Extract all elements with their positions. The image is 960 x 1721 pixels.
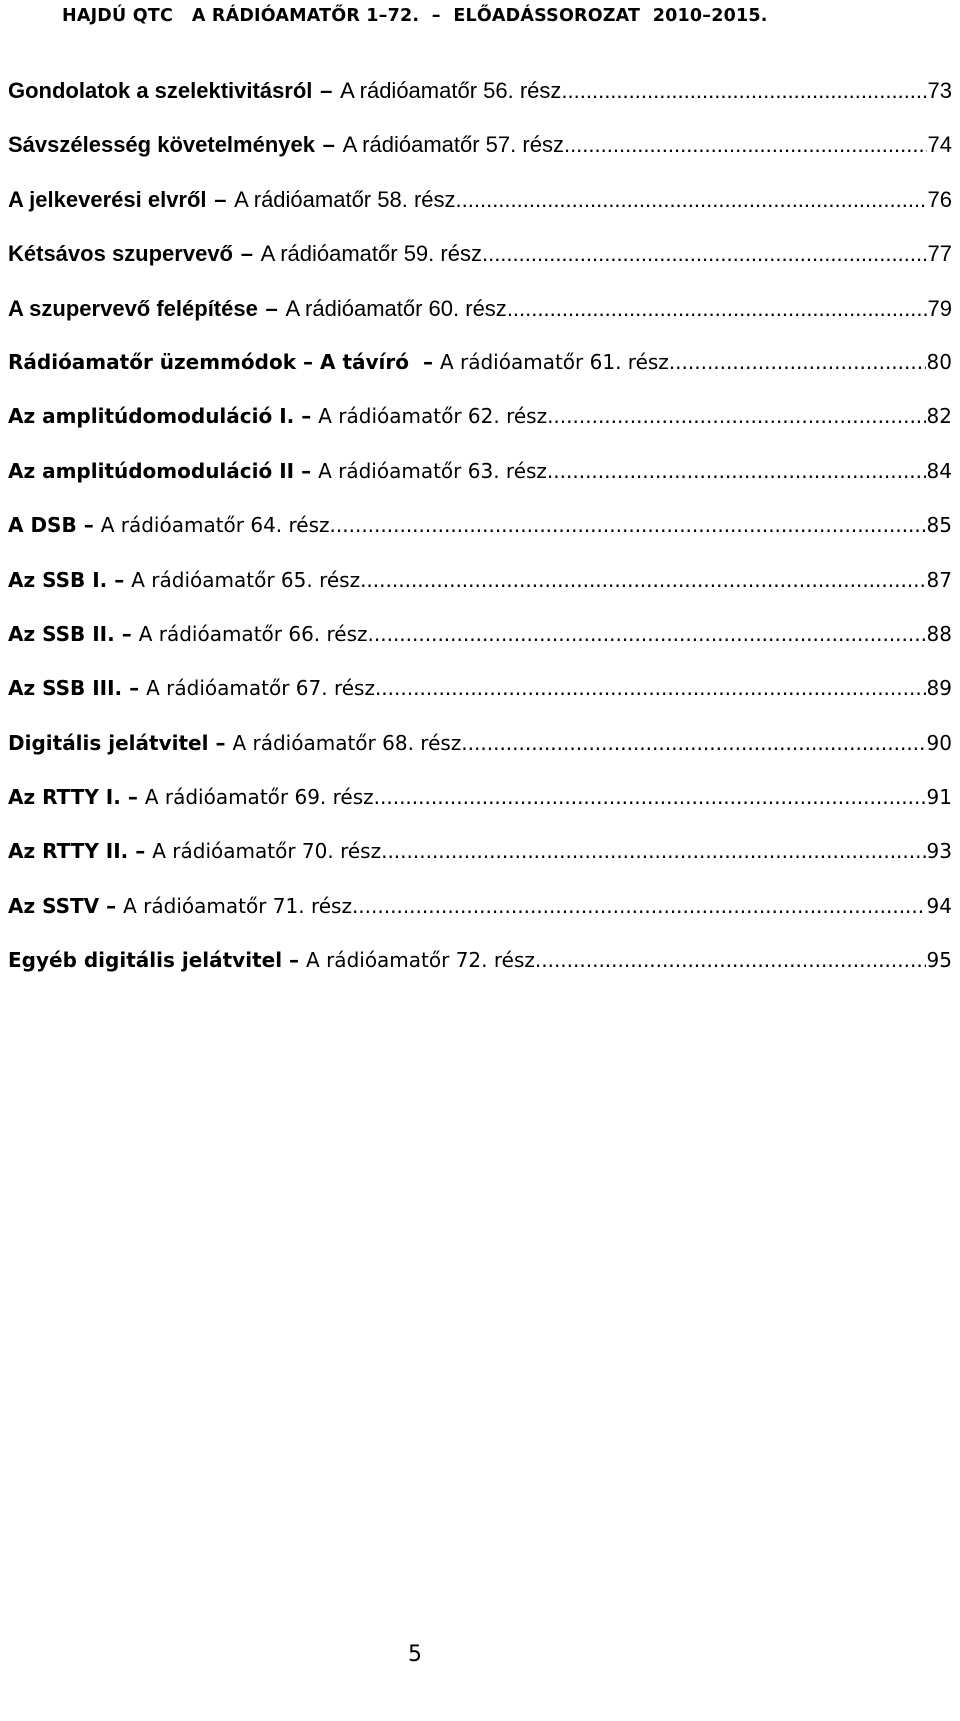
toc-entry-series: A rádióamatőr 62. rész: [318, 404, 548, 429]
toc-entry-page: 77: [927, 241, 952, 267]
toc-entry-title: A DSB: [8, 513, 77, 538]
toc-entry-page: 94: [926, 893, 952, 918]
toc-entry-series: A rádióamatőr 67. rész: [146, 676, 375, 701]
page-number: 5: [408, 1642, 422, 1667]
toc-entry-page: 85: [926, 513, 952, 538]
toc-entry-series: A rádióamatőr 65. rész: [131, 567, 361, 592]
toc-dot-leader: [375, 676, 926, 700]
toc-entry-series: A rádióamatőr 59. rész: [260, 241, 482, 267]
toc-entry[interactable]: [8, 731, 952, 785]
toc-entry-title: Az amplitúdomoduláció I.: [8, 404, 295, 429]
toc-entry-page: 90: [926, 730, 952, 755]
toc-entry-title: A jelkeverési elvről: [8, 186, 207, 212]
toc-entry-title: Az SSB II.: [8, 621, 115, 646]
toc-entry[interactable]: [8, 350, 952, 404]
toc-entry-title: Az RTTY II.: [8, 839, 129, 864]
toc-entry-dash: –: [114, 567, 125, 592]
toc-dot-leader: [352, 894, 926, 918]
toc-entry-dash: –: [322, 132, 335, 158]
toc-entry[interactable]: [8, 948, 952, 1002]
toc-entry-dash: –: [289, 948, 300, 973]
toc-entry-title: Az SSB I.: [8, 567, 108, 592]
toc-entry-page: 95: [926, 948, 952, 973]
toc-entry[interactable]: [8, 459, 952, 513]
toc-dot-leader: [547, 459, 926, 483]
toc-entry-title: Az SSB III.: [8, 676, 123, 701]
toc-entry-series: A rádióamatőr 66. rész: [138, 621, 368, 646]
toc-entry-dash: –: [129, 676, 140, 701]
toc-entry-dash: –: [106, 893, 117, 918]
toc-dot-leader: [535, 948, 926, 972]
toc-entry-series: A rádióamatőr 72. rész: [306, 948, 535, 973]
toc-dot-leader: [456, 187, 927, 213]
page-header: HAJDÚ QTC A RÁDIÓAMATŐR 1–72. – ELŐADÁSSOROZAT 2010–2015.: [62, 6, 768, 26]
toc-entry-page: 80: [926, 349, 952, 374]
toc-dot-leader: [368, 622, 926, 646]
toc-entry-series: A rádióamatőr 68. rész: [232, 730, 462, 755]
toc-entry[interactable]: [8, 78, 952, 132]
toc-dot-leader: [360, 568, 925, 592]
toc-entry-title: Az SSTV: [8, 893, 100, 918]
table-of-contents: [8, 78, 952, 1003]
toc-entry[interactable]: [8, 676, 952, 730]
toc-entry-dash: –: [215, 730, 226, 755]
toc-dot-leader: [330, 513, 926, 537]
toc-entry-series: A rádióamatőr 64. rész: [100, 513, 330, 538]
toc-dot-leader: [374, 785, 926, 809]
toc-entry-title: Digitális jelátvitel: [8, 730, 209, 755]
toc-entry[interactable]: [8, 785, 952, 839]
toc-entry-title: Az RTTY I.: [8, 785, 121, 810]
toc-entry-dash: –: [127, 785, 138, 810]
toc-entry-series: A rádióamatőr 56. rész: [340, 78, 562, 103]
toc-dot-leader: [482, 241, 927, 267]
toc-entry-page: 87: [926, 567, 952, 592]
toc-entry-series: A rádióamatőr 60. rész: [285, 295, 507, 321]
toc-entry-title: Az amplitúdomoduláció II: [8, 458, 295, 483]
toc-entry[interactable]: [8, 404, 952, 458]
toc-entry-dash: –: [320, 78, 333, 103]
toc-entry-series: A rádióamatőr 71. rész: [123, 893, 352, 918]
toc-dot-leader: [381, 839, 925, 863]
toc-entry-page: 79: [927, 295, 952, 321]
toc-entry-dash: –: [121, 621, 132, 646]
toc-entry-page: 73: [927, 78, 952, 103]
toc-entry[interactable]: [8, 622, 952, 676]
toc-entry-dash: –: [214, 186, 227, 212]
toc-entry-page: 74: [927, 132, 952, 158]
toc-entry-dash: –: [303, 349, 313, 374]
toc-entry-title: Egyéb digitális jelátvitel: [8, 948, 283, 973]
toc-entry-title: A szupervevő felépítése: [8, 295, 258, 321]
toc-entry-series: A rádióamatőr 63. rész: [318, 458, 547, 483]
toc-dot-leader: [669, 350, 926, 374]
toc-entry-series: A rádióamatőr 57. rész: [342, 132, 564, 158]
toc-entry-title: Gondolatok a szelektivitásról: [8, 78, 313, 103]
toc-entry[interactable]: [8, 894, 952, 948]
toc-entry[interactable]: [8, 187, 952, 241]
toc-dot-leader: [461, 731, 925, 755]
toc-dot-leader: [564, 132, 927, 158]
toc-entry-page: 82: [926, 404, 952, 429]
toc-entry-dash: –: [265, 295, 278, 321]
toc-entry-dash: –: [135, 839, 146, 864]
toc-entry-title: Rádióamatőr üzemmódok: [8, 349, 296, 374]
toc-entry-dash: –: [301, 458, 312, 483]
toc-entry-page: 88: [926, 621, 952, 646]
toc-entry[interactable]: [8, 296, 952, 350]
toc-entry-series: A rádióamatőr 70. rész: [152, 839, 382, 864]
toc-entry-page: 84: [926, 458, 952, 483]
toc-entry-series: A rádióamatőr 69. rész: [144, 785, 374, 810]
toc-entry[interactable]: [8, 513, 952, 567]
toc-entry-page: 91: [926, 785, 952, 810]
toc-entry-dash: –: [301, 404, 312, 429]
toc-entry-series: A rádióamatőr 58. rész: [234, 186, 456, 212]
toc-entry-dash: –: [83, 513, 94, 538]
toc-entry[interactable]: [8, 132, 952, 186]
toc-entry-title: Kétsávos szupervevő: [8, 241, 233, 267]
toc-dot-leader: [547, 404, 925, 428]
toc-entry-title: Sávszélesség követelmények: [8, 132, 315, 158]
toc-entry-page: 93: [926, 839, 952, 864]
toc-entry-page: 76: [927, 186, 952, 212]
toc-entry-series: A távíró – A rádióamatőr 61. rész: [320, 349, 669, 374]
toc-entry[interactable]: [8, 241, 952, 295]
toc-dot-leader: [507, 296, 927, 322]
toc-entry[interactable]: [8, 568, 952, 622]
toc-entry[interactable]: [8, 839, 952, 893]
toc-dot-leader: [561, 78, 926, 104]
toc-entry-dash: –: [240, 241, 253, 267]
toc-entry-page: 89: [926, 676, 952, 701]
